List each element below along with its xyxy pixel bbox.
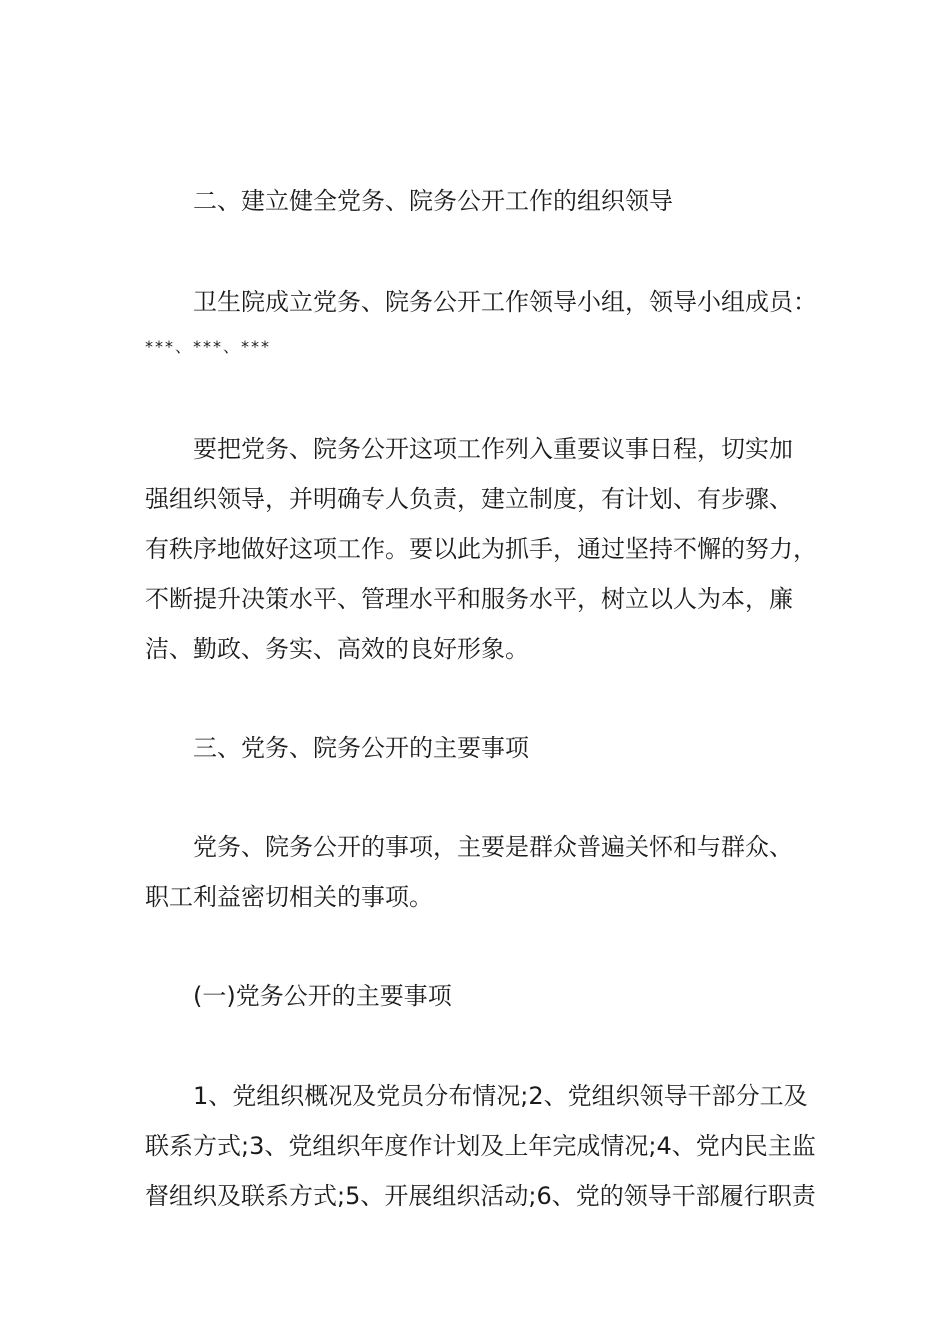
section-heading-2 (145, 176, 825, 226)
subheading-text: (一)党务公开的主要事项 (193, 982, 452, 1010)
paragraph-line: 要把党务、院务公开这项工作列入重要议事日程，切实加 (193, 435, 793, 463)
paragraph-line: 有秩序地做好这项工作。要以此为抓手，通过坚持不懈的努力， (145, 535, 817, 563)
subheading-party-affairs (145, 971, 825, 1021)
paragraph-line: 洁、勤政、务实、高效的良好形象。 (145, 635, 529, 663)
paragraph-leadership-group (145, 277, 825, 367)
paragraph-party-items-list (145, 1071, 825, 1221)
paragraph-main-items (145, 822, 825, 922)
paragraph-work-requirements (145, 424, 825, 674)
section-heading-3 (145, 723, 825, 773)
paragraph-line: 职工利益密切相关的事项。 (145, 883, 433, 911)
paragraph-line: ***、***、*** (145, 337, 272, 356)
heading-text: 二、建立健全党务、院务公开工作的组织领导 (193, 187, 673, 215)
heading-text: 三、党务、院务公开的主要事项 (193, 734, 529, 762)
paragraph-line: 督组织及联系方式;5、开展组织活动;6、党的领导干部履行职责 (145, 1182, 816, 1210)
paragraph-line: 卫生院成立党务、院务公开工作领导小组，领导小组成员： (193, 288, 817, 316)
paragraph-line: 1、党组织概况及党员分布情况;2、党组织领导干部分工及 (193, 1082, 808, 1110)
paragraph-line: 党务、院务公开的事项，主要是群众普遍关怀和与群众、 (193, 833, 793, 861)
paragraph-line: 强组织领导，并明确专人负责，建立制度，有计划、有步骤、 (145, 485, 793, 513)
paragraph-line: 不断提升决策水平、管理水平和服务水平，树立以人为本，廉 (145, 585, 793, 613)
paragraph-line: 联系方式;3、党组织年度作计划及上年完成情况;4、党内民主监 (145, 1132, 816, 1160)
